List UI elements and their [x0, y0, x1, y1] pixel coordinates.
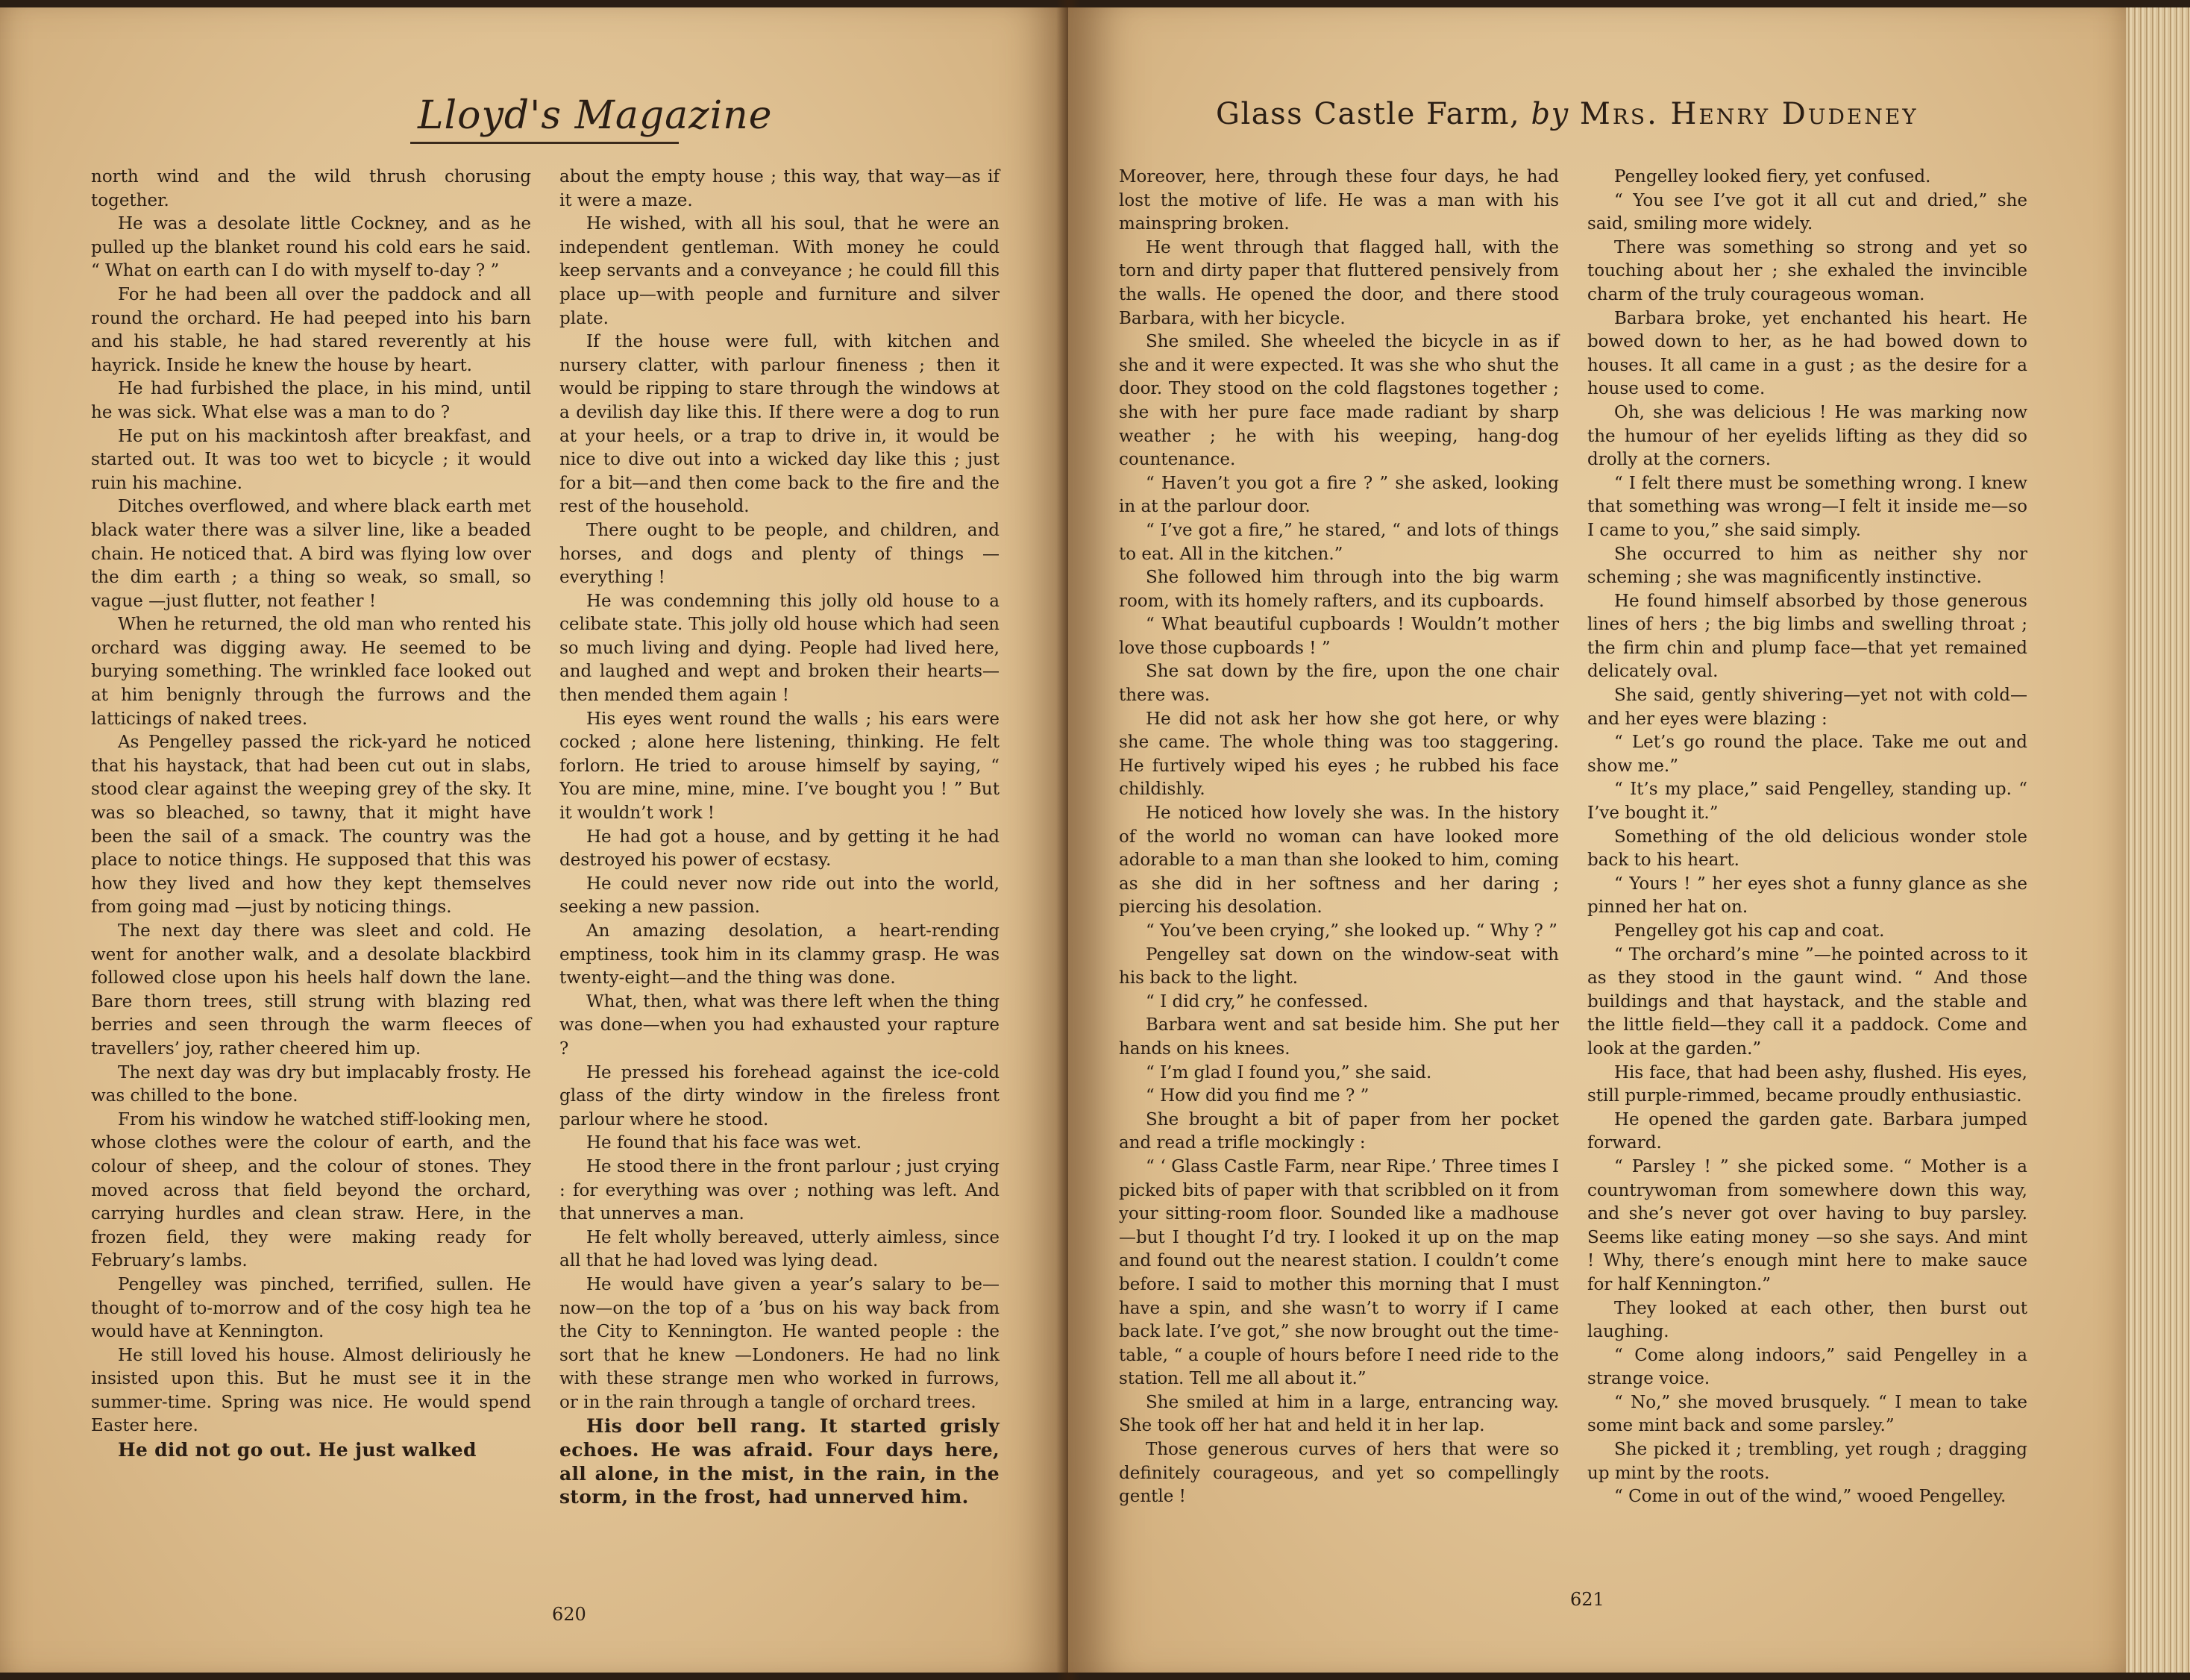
paragraph: When he returned, the old man who rented his orchard was digging away. He seemed to be burying something. The wrinkled face looked out at him benignly through the furrows and the latticings of naked trees. [91, 615, 531, 729]
paragraph: north wind and the wild thrush chorusing together. [91, 167, 531, 210]
paragraph: The next day was dry but implacably frosty. He was chilled to the bone. [91, 1062, 531, 1106]
paragraph: He could never now ride out into the world, seeking a new passion. [559, 874, 1000, 918]
paragraph: “ Haven’t you got a fire ? ” she asked, looking in at the parlour door. [1119, 473, 1559, 517]
paragraph: “ Yours ! ” her eyes shot a funny glance as she pinned her hat on. [1587, 874, 2027, 918]
paragraph: He went through that flagged hall, with the torn and dirty paper that fluttered pensively from the walls. He opened the door, and there stood Barbara, with her bicycle. [1119, 237, 1559, 328]
paragraph: He did not ask her how she got here, or why she came. The whole thing was too staggering. He furtively wiped his eyes ; he rubbed his face childishly. [1119, 709, 1559, 800]
paragraph: She smiled at him in a large, entrancing way. She took off her hat and held it in her lap. [1119, 1392, 1559, 1436]
paragraph: Moreover, here, through these four days, he had lost the motive of life. He was a man with his mainspring broken. [1119, 167, 1559, 234]
paragraph: He put on his mackintosh after breakfast, and started out. It was too wet to bicycle ; it would ruin his machine. [91, 426, 531, 493]
paragraph: He found himself absorbed by those generous lines of hers ; the big limbs and swelling throat ; the firm chin and plump face—that yet remained delicately oval. [1587, 591, 2027, 682]
paragraph: Ditches overflowed, and where black earth met black water there was a silver line, like a beaded chain. He noticed that. A bird was flying low over the dim earth ; a thing so weak, so small, so vague —just flutter, not feather ! [91, 497, 531, 611]
paragraph: His door bell rang. It started grisly echoes. He was afraid. Four days here, all alone, in the mist, in the rain, in the storm, in the frost, had unnerved him. [559, 1415, 1000, 1508]
paragraph: She followed him through into the big warm room, with its homely rafters, and its cupboards. [1119, 568, 1559, 611]
paragraph: Pengelley was pinched, terrified, sullen. He thought of to-morrow and of the cosy high tea he would have at Kennington. [91, 1274, 531, 1342]
paragraph: He did not go out. He just walked [118, 1439, 477, 1461]
paragraph: Barbara broke, yet enchanted his heart. He bowed down to her, as he had bowed down to houses. It all came in a gust ; as the desire for a house used to come. [1587, 308, 2027, 399]
column-1 [91, 166, 531, 1462]
masthead: Lloyd's Magazine [418, 93, 773, 138]
paragraph: There was something so strong and yet so touching about her ; she exhaled the invincible charm of the truly courageous woman. [1587, 237, 2027, 304]
paragraph: “ Parsley ! ” she picked some. “ Mother is a countrywoman from somewhere down this way, and she’s never got over having to buy parsley. Seems like eating money —so she says. And mint ! Why, there’s enough mint here to make sauce for half Kennington.” [1587, 1156, 2027, 1294]
left-page [0, 7, 1068, 1673]
paragraph: For he had been all over the paddock and all round the orchard. He had peeped into his barn and his stable, he had stared reverently at his hayrick. Inside he knew the house by heart. [91, 284, 531, 375]
paragraph: She smiled. She wheeled the bicycle in as if she and it were expected. It was she who shut the door. They stood on the cold flagstones together ; she with her pure face made radiant by sharp weather ; he with his weeping, hang-dog countenance. [1119, 332, 1559, 470]
page-edges [2126, 7, 2190, 1673]
paragraph: They looked at each other, then burst out laughing. [1587, 1298, 2027, 1342]
paragraph: He would have given a year’s salary to be—now—on the top of a ’bus on his way back from the City to Kennington. He wanted people : the sort that he knew —Londoners. He had no link with these strange men who worked in furrows, or in the rain through a tangle of orchard trees. [559, 1274, 1000, 1412]
paragraph: Pengelley looked fiery, yet confused. [1614, 167, 1931, 187]
paragraph: Something of the old delicious wonder stole back to his heart. [1587, 827, 2027, 871]
paragraph: “ Let’s go round the place. Take me out and show me.” [1587, 733, 2027, 776]
paragraph: Those generous curves of hers that were so definitely courageous, and yet so compellingly gentle ! [1119, 1440, 1559, 1507]
paragraph: He noticed how lovely she was. In the history of the world no woman can have looked more adorable to a man than she looked to him, coming as she did in her softness and her daring ; piercing his desolation. [1119, 803, 1559, 918]
paragraph: An amazing desolation, a heart-rending emptiness, took him in its clammy grasp. He was twenty-eight—and the thing was done. [559, 921, 1000, 988]
masthead-rule [410, 142, 679, 144]
paragraph: His eyes went round the walls ; his ears were cocked ; alone here listening, thinking. He felt forlorn. He tried to arouse himself by saying, “ You are mine, mine, mine. I’ve bought you ! ” But it wouldn’t work ! [559, 709, 1000, 824]
column-2 [559, 166, 1000, 1509]
author-name: Mrs. Henry Dudeney [1579, 97, 1918, 131]
paragraph: “ I felt there must be something wrong. I knew that something was wrong—I felt it inside me—so I came to you,” she said simply. [1587, 473, 2027, 540]
paragraph: “ I did cry,” he confessed. [1146, 991, 1369, 1012]
paragraph: If the house were full, with kitchen and nursery clatter, with parlour fineness ; then it would be ripping to stare through the windows at a devilish day like this. If there were a dog to run at your heels, or a trap to drive in, it would be nice to dive out into a wicked day like this ; just for a bit—and then come back to the fire and the rest of the household. [559, 332, 1000, 517]
paragraph: He was a desolate little Cockney, and as he pulled up the blanket round his cold ears he said. “ What on earth can I do with myself to-day ? ” [91, 214, 531, 281]
paragraph: She said, gently shivering—yet not with cold—and her eyes were blazing : [1587, 686, 2027, 729]
paragraph: From his window he watched stiff-looking men, whose clothes were the colour of earth, and the colour of sheep, and the colour of stones. They moved across that field beyond the orchard, carrying hurdles and clean straw. Here, in the frozen field, they were making ready for February’s lambs. [91, 1109, 531, 1271]
paragraph: As Pengelley passed the rick-yard he noticed that his haystack, that had been cut out in slabs, stood clear against the weeping grey of the sky. It was so bleached, so tawny, that it might have been the sail of a smack. The country was the place to notice things. He supposed that this was how they lived and how they kept themselves from going mad —just by noticing things. [91, 733, 531, 918]
paragraph: Oh, she was delicious ! He was marking now the humour of her eyelids lifting as they did so drolly at the corners. [1587, 402, 2027, 470]
paragraph: He found that his face was wet. [586, 1133, 862, 1153]
paragraph: What, then, what was there left when the thing was done—when you had exhausted your rapture ? [559, 991, 1000, 1059]
paragraph: She picked it ; trembling, yet rough ; dragging up mint by the roots. [1587, 1440, 2027, 1483]
paragraph: He had furbished the place, in his mind, until he was sick. What else was a man to do ? [91, 379, 531, 422]
page-number-right: 621 [1570, 1589, 1604, 1610]
paragraph: “ ‘ Glass Castle Farm, near Ripe.’ Three times I picked bits of paper with that scribbled on it from your sitting-room floor. Sounded like a madhouse—but I thought I’d try. I looked it up on the map and found out the nearest station. I couldn’t come before. I said to mother this morning that I must have a spin, and she wasn’t to worry if I came back late. I’ve got,” she now brought out the time-table, “ a couple of hours before I need ride to the station. Tell me all about it.” [1119, 1156, 1559, 1389]
paragraph: He felt wholly bereaved, utterly aimless, since all that he had loved was lying dead. [559, 1227, 1000, 1271]
paragraph: “ How did you find me ? ” [1146, 1086, 1369, 1106]
paragraph: about the empty house ; this way, that way—as if it were a maze. [559, 167, 1000, 210]
paragraph: His face, that had been ashy, flushed. His eyes, still purple-rimmed, became proudly enthusiastic. [1587, 1062, 2027, 1106]
paragraph: She brought a bit of paper from her pocket and read a trifle mockingly : [1119, 1109, 1559, 1153]
paragraph: “ Come in out of the wind,” wooed Pengelley. [1614, 1487, 2007, 1507]
paragraph: “ What beautiful cupboards ! Wouldn’t mother love those cupboards ! ” [1119, 615, 1559, 658]
running-head [1216, 97, 1918, 131]
paragraph: He stood there in the front parlour ; just crying : for everything was over ; nothing was left. And that unnerves a man. [559, 1156, 1000, 1224]
paragraph: She occurred to him as neither shy nor scheming ; she was magnificently instinctive. [1587, 544, 2027, 588]
column-4 [1587, 166, 2027, 1509]
column-3 [1119, 166, 1559, 1509]
paragraph: He wished, with all his soul, that he were an independent gentleman. With money he could keep servants and a conveyance ; he could fill this place up—with people and furniture and silver plate. [559, 214, 1000, 328]
paragraph: He had got a house, and by getting it he had destroyed his power of ecstasy. [559, 827, 1000, 871]
paragraph: “ You’ve been crying,” she looked up. “ Why ? ” [1146, 921, 1557, 941]
paragraph: Pengelley got his cap and coat. [1614, 921, 1885, 941]
paragraph: There ought to be people, and children, and horses, and dogs and plenty of things —everything ! [559, 520, 1000, 588]
page-number-left: 620 [552, 1604, 586, 1625]
paragraph: “ I’m glad I found you,” she said. [1146, 1062, 1432, 1082]
paragraph: The next day there was sleet and cold. He went for another walk, and a desolate blackbird followed close upon his heels half down the lane. Bare thorn trees, still strung with blazing red berries and seen through the warm fleeces of travellers’ joy, rather cheered him up. [91, 921, 531, 1059]
byline-by: by [1531, 97, 1569, 131]
paragraph: “ No,” she moved brusquely. “ I mean to take some mint back and some parsley.” [1587, 1392, 2027, 1436]
right-page [1068, 7, 2126, 1673]
paragraph: “ Come along indoors,” said Pengelley in a strange voice. [1587, 1345, 2027, 1389]
paragraph: He still loved his house. Almost deliriously he insisted upon this. But he must see it in the summer-time. Spring was nice. He would spend Easter here. [91, 1345, 531, 1436]
paragraph: “ It’s my place,” said Pengelley, standing up. “ I’ve bought it.” [1587, 780, 2027, 824]
paragraph: He was condemning this jolly old house to a celibate state. This jolly old house which had seen so much living and dying. People had lived here, and laughed and wept and broken their hearts—then mended them again ! [559, 591, 1000, 706]
paragraph: “ I’ve got a fire,” he stared, “ and lots of things to eat. All in the kitchen.” [1119, 520, 1559, 564]
paragraph: He opened the garden gate. Barbara jumped forward. [1587, 1109, 2027, 1153]
paragraph: She sat down by the fire, upon the one chair there was. [1119, 662, 1559, 706]
paragraph: Barbara went and sat beside him. She put her hands on his knees. [1119, 1015, 1559, 1059]
paragraph: Pengelley sat down on the window-seat with his back to the light. [1119, 944, 1559, 988]
paragraph: “ The orchard’s mine ”—he pointed across to it as they stood in the gaunt wind. “ And those buildings and that haystack, and the stable and the little field—they call it a paddock. Come and look at the garden.” [1587, 944, 2027, 1059]
paragraph: “ You see I’ve got it all cut and dried,” she said, smiling more widely. [1587, 190, 2027, 234]
story-title: Glass Castle Farm, [1216, 97, 1521, 131]
paragraph: He pressed his forehead against the ice-cold glass of the dirty window in the fireless front parlour where he stood. [559, 1062, 1000, 1129]
